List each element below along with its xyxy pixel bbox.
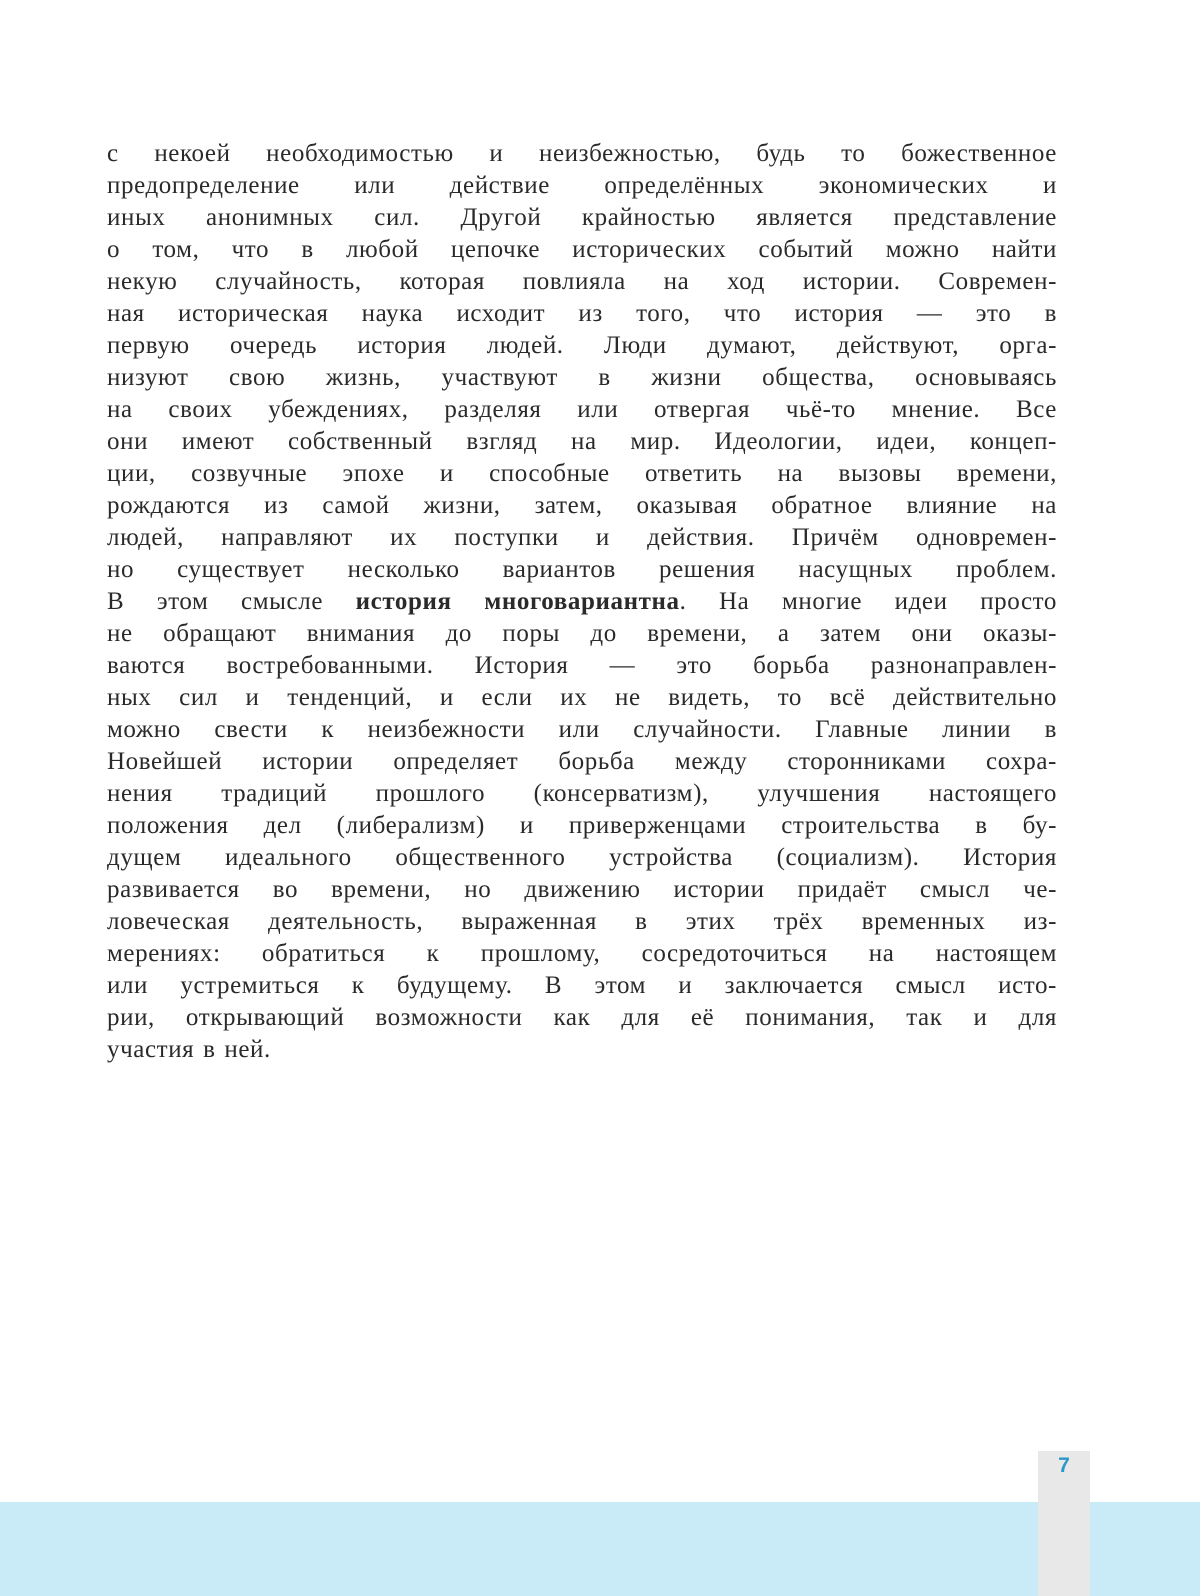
text-line: о том, что в любой цепочке исторических событий можно найти bbox=[107, 236, 1057, 263]
text-line: с некоей необходимостью и неизбежностью, будь то божественное bbox=[107, 140, 1057, 167]
text-line: дущем идеального общественного устройства (социализм). История bbox=[107, 844, 1057, 871]
text-line: нения традиций прошлого (консерватизм), улучшения настоящего bbox=[107, 780, 1057, 807]
text-line: ных сил и тенденций, и если их не видеть, то всё действительно bbox=[107, 684, 1057, 711]
text-line: некую случайность, которая повлияла на ход истории. Современ- bbox=[107, 268, 1057, 295]
text-line: или устремиться к будущему. В этом и заключается смысл исто- bbox=[107, 972, 1057, 999]
text-line: Новейшей истории определяет борьба между сторонниками сохра- bbox=[107, 748, 1057, 775]
text-line: предопределение или действие определённых экономических и bbox=[107, 172, 1057, 199]
text-line: рождаются из самой жизни, затем, оказывая обратное влияние на bbox=[107, 492, 1057, 519]
text-line: рии, открывающий возможности как для её понимания, так и для bbox=[107, 1004, 1057, 1031]
text-line: участия в ней. bbox=[107, 1036, 271, 1063]
text-line: положения дел (либерализм) и приверженцами строительства в бу- bbox=[107, 812, 1057, 839]
text-line: иных анонимных сил. Другой крайностью является представление bbox=[107, 204, 1057, 231]
text-line: низуют свою жизнь, участвуют в жизни общества, основываясь bbox=[107, 364, 1057, 391]
text-line: можно свести к неизбежности или случайности. Главные линии в bbox=[107, 716, 1057, 743]
text-line: ловеческая деятельность, выраженная в этих трёх временных из- bbox=[107, 908, 1057, 935]
text-line: на своих убеждениях, разделяя или отвергая чьё-то мнение. Все bbox=[107, 396, 1057, 423]
body-text bbox=[107, 138, 1057, 1066]
text-line: ваются востребованными. История — это борьба разнонаправлен- bbox=[107, 652, 1057, 679]
text-line: ная историческая наука исходит из того, что история — это в bbox=[107, 300, 1057, 327]
text-line bbox=[107, 586, 1057, 618]
text-segment: . На многие идеи просто bbox=[679, 588, 1057, 615]
text-segment: В этом смысле bbox=[107, 588, 356, 615]
text-line: мерениях: обратиться к прошлому, сосредоточиться на настоящем bbox=[107, 940, 1057, 967]
text-line: ции, созвучные эпохе и способные ответить на вызовы времени, bbox=[107, 460, 1057, 487]
page-number: 7 bbox=[1058, 1454, 1070, 1477]
text-line: не обращают внимания до поры до времени, а затем они оказы- bbox=[107, 620, 1057, 647]
text-line: они имеют собственный взгляд на мир. Идеологии, идеи, концеп- bbox=[107, 428, 1057, 455]
text-line: но существует несколько вариантов решения насущных проблем. bbox=[107, 556, 1057, 583]
bold-emphasis: история многовариантна bbox=[355, 588, 680, 615]
text-line: развивается во времени, но движению истории придаёт смысл че- bbox=[107, 876, 1057, 903]
text-line: первую очередь история людей. Люди думают, действуют, орга- bbox=[107, 332, 1057, 359]
footer-band bbox=[0, 1502, 1200, 1596]
text-line: людей, направляют их поступки и действия. Причём одновремен- bbox=[107, 524, 1057, 551]
